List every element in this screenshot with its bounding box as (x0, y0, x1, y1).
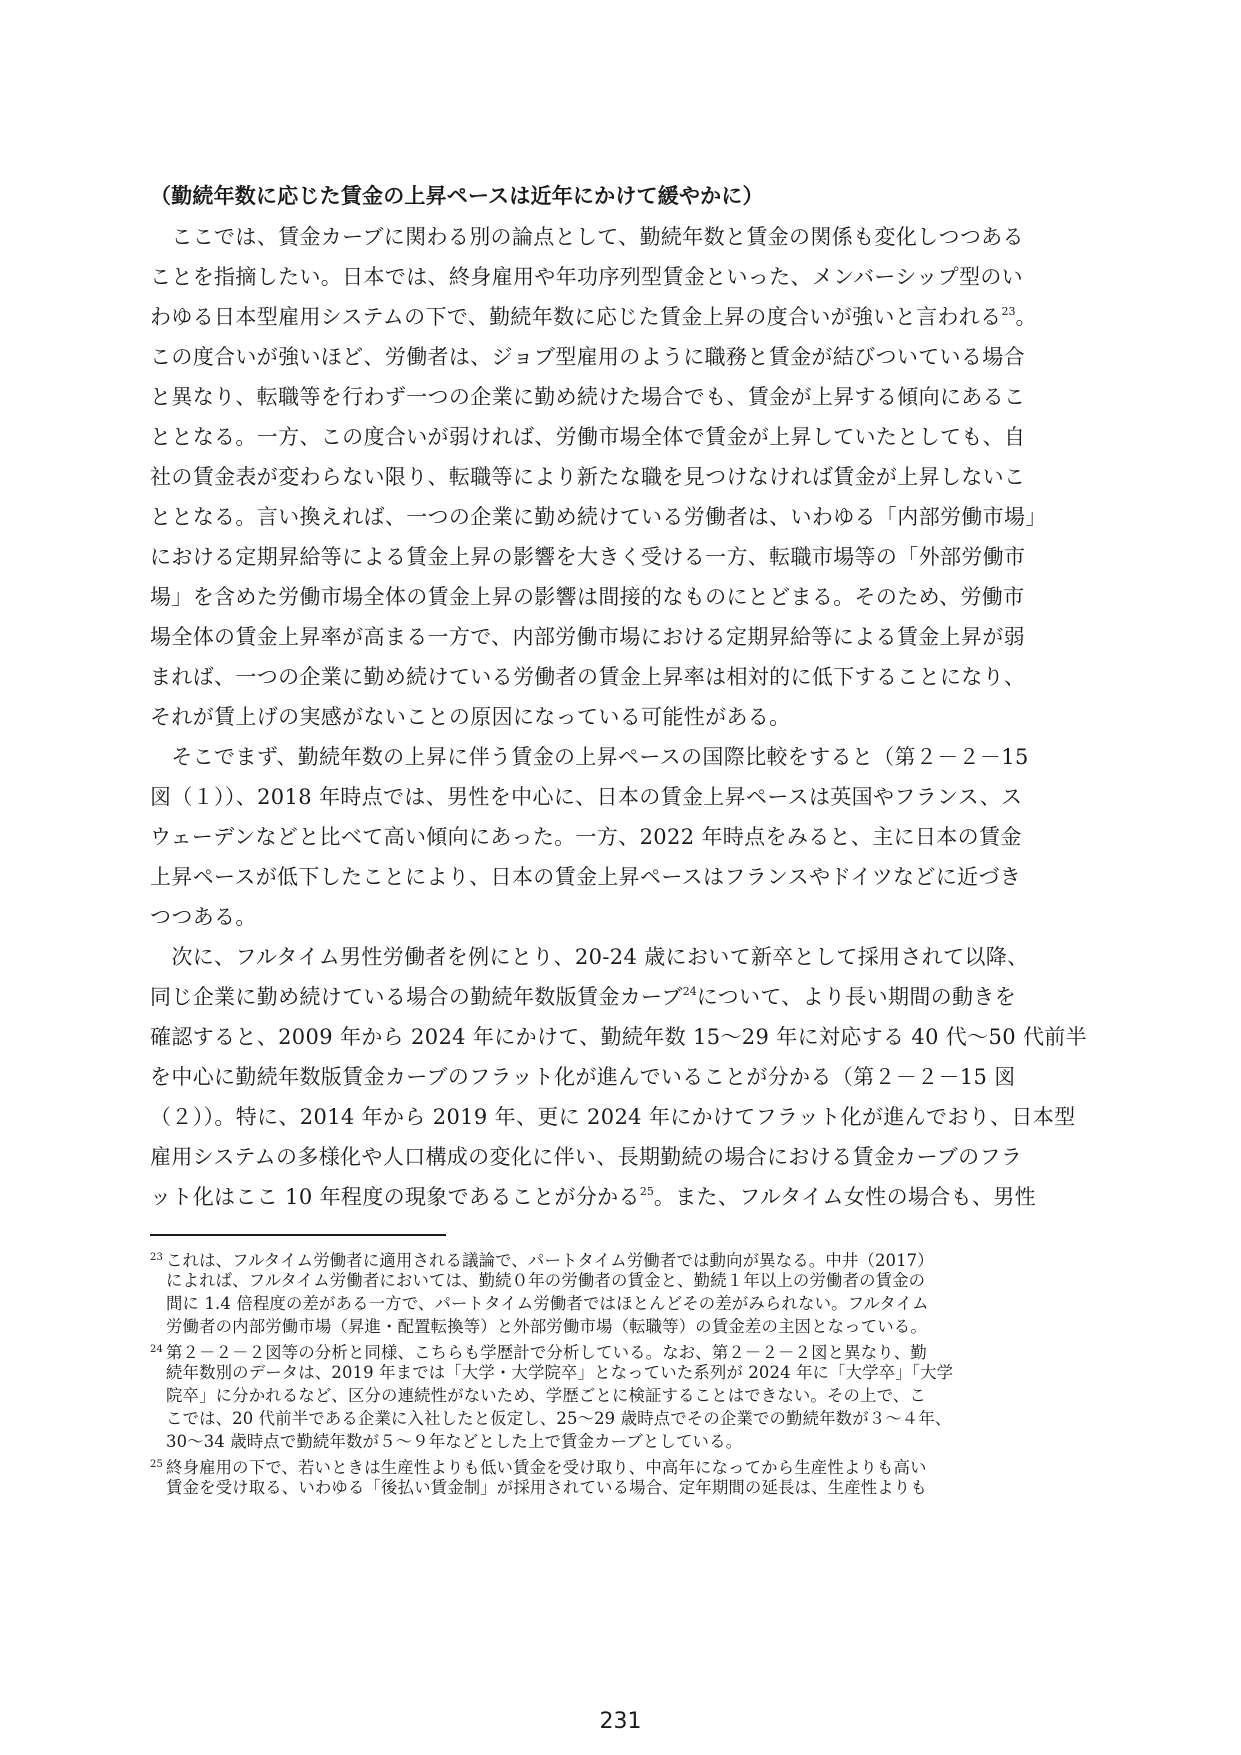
footnote-ref-24[interactable]: 24 (682, 985, 697, 998)
footnote-text: 続年数別のデータは、2019 年までは「大学・大学院卒」となっていた系列が 2024 年に「大学卒」「大学 (166, 1363, 954, 1382)
footnote-ref-25[interactable]: 25 (639, 1185, 654, 1198)
body-text-line: ウェーデンなどと比べて高い傾向にあった。一方、2022 年時点をみると、主に日本の賃金 (150, 825, 1022, 849)
body-text-line: ととなる。言い換えれば、一つの企業に勤め続けている労働者は、いわゆる「内部労働市場」 (150, 505, 1047, 529)
footnote-number: 25 (150, 1459, 164, 1470)
body-text-line: ここでは、賃金カーブに関わる別の論点として、勤続年数と賃金の関係も変化しつつある (150, 225, 1024, 249)
body-text: について、より長い期間の動きを (696, 985, 1017, 1009)
footnote-line (150, 1477, 1095, 1499)
body-text-line: ことを指摘したい。日本では、終身雇用や年功序列型賃金といった、メンバーシップ型のい (150, 265, 1024, 289)
body-text-line: を中心に勤続年数版賃金カーブのフラット化が進んでいることが分かる（第２－２－15 図 (150, 1065, 1016, 1089)
body-text: ット化はここ 10 年程度の現象であることが分かる (150, 1185, 640, 1209)
body-text-line: ととなる。一方、この度合いが弱ければ、労働市場全体で賃金が上昇していたとしても、自 (150, 425, 1026, 449)
body-text: 。 (1015, 305, 1037, 329)
body-text-line: 確認すると、2009 年から 2024 年にかけて、勤続年数 15～29 年に対応する 40 代～50 代前半 (150, 1025, 1088, 1049)
body-text-line: 雇用システムの多様化や人口構成の変化に伴い、長期勤続の場合における賃金カーブのフラ (150, 1145, 1023, 1169)
footnote-text: 30～34 歳時点で勤続年数が５～９年などとした上で賃金カーブとしている。 (166, 1432, 743, 1451)
footnote-line (150, 1247, 1095, 1272)
footnote-text: 終身雇用の下で、若いときは生産性よりも低い賃金を受け取り、中高年になってから生産性よりも高い (166, 1458, 927, 1477)
footnote-number: 23 (150, 1252, 164, 1263)
body-text-line: と異なり、転職等を行わず一つの企業に勤め続けた場合でも、賃金が上昇する傾向にあるこ (150, 385, 1026, 409)
body-text: わゆる日本型雇用システムの下で、勤続年数に応じた賃金上昇の度合いが強いと言われる (150, 305, 1002, 329)
footnote-text: 労働者の内部労働市場（昇進・配置転換等）と外部労働市場（転職等）の賃金差の主因となっている。 (166, 1317, 927, 1336)
footnote-ref-23[interactable]: 23 (1001, 305, 1016, 318)
body-text-line: この度合いが強いほど、労働者は、ジョブ型雇用のように職務と賃金が結びついている場合 (150, 345, 1025, 369)
footnote-line (150, 1362, 1095, 1384)
body-text-line: （２））。特に、2014 年から 2019 年、更に 2024 年にかけてフラット化が進んでおり、日本型 (150, 1105, 1076, 1129)
body-text: 同じ企業に勤め続けている場合の勤続年数版賃金カーブ (150, 985, 683, 1009)
body-text-line (150, 982, 1090, 1012)
footnote-line (150, 1408, 1095, 1430)
footnote-number: 24 (150, 1344, 164, 1355)
footnote-text: によれば、フルタイム労働者においては、勤続０年の労働者の賃金と、勤続１年以上の労働者の賃金の (166, 1271, 926, 1290)
page-number: 231 (599, 1709, 642, 1734)
footnote-separator (150, 1234, 446, 1236)
body-text-line: 次に、フルタイム男性労働者を例にとり、20-24 歳において新卒として採用されて以降、 (150, 945, 1029, 969)
body-text-line: 場」を含めた労働市場全体の賃金上昇の影響は間接的なものにとどまる。そのため、労働市 (150, 585, 1025, 609)
body-text-line: まれば、一つの企業に勤め続けている労働者の賃金上昇率は相対的に低下することになり、 (150, 665, 1026, 689)
footnote-text: こでは、20 代前半である企業に入社したと仮定し、25～29 歳時点でその企業での勤続年数が３～４年、 (166, 1409, 952, 1428)
footnote-line (150, 1316, 1095, 1338)
body-text-line: つつある。 (150, 905, 257, 929)
section-heading: （勤続年数に応じた賃金の上昇ペースは近年にかけて緩やかに） (150, 184, 764, 208)
body-text-line: それが賃上げの実感がないことの原因になっている可能性がある。 (150, 705, 791, 729)
footnote-line (150, 1385, 1095, 1407)
footnote-line (150, 1431, 1095, 1453)
body-text-line: 図（１））、2018 年時点では、男性を中心に、日本の賃金上昇ペースは英国やフランス、ス (150, 785, 1023, 809)
footnote-line (150, 1293, 1095, 1315)
body-text-line: 上昇ペースが低下したことにより、日本の賃金上昇ペースはフランスやドイツなどに近づき (150, 865, 1022, 889)
body-text-line: 場全体の賃金上昇率が高まる一方で、内部労働市場における定期昇給等による賃金上昇が弱 (150, 625, 1025, 649)
footnote-text: 賃金を受け取る、いわゆる「後払い賃金制」が採用されている場合、定年期間の延長は、生産性よりも (166, 1478, 927, 1497)
footnote-text: これは、フルタイム労働者に適用される議論で、パートタイム労働者では動向が異なる。中井（2017） (166, 1251, 934, 1270)
footnote-line (150, 1454, 1095, 1479)
body-text-line: そこでまず、勤続年数の上昇に伴う賃金の上昇ペースの国際比較をすると（第２－２－15 (150, 745, 1029, 769)
body-text: 。また、フルタイム女性の場合も、男性 (653, 1185, 1037, 1209)
body-text-line: 社の賃金表が変わらない限り、転職等により新たな職を見つけなければ賃金が上昇しないこ (150, 465, 1026, 489)
footnote-line (150, 1339, 1095, 1364)
footnote-line (150, 1270, 1095, 1292)
body-text-line (150, 302, 1090, 332)
body-text-line (150, 1182, 1090, 1212)
footnote-text: 第２－２－２図等の分析と同様、こちらも学歴計で分析している。なお、第２－２－２図と異なり、勤 (166, 1343, 927, 1362)
footnote-text: 間に 1.4 倍程度の差がある一方で、パートタイム労働者ではほとんどその差がみられない。フルタイム (166, 1294, 929, 1313)
footnote-text: 院卒」に分かれるなど、区分の連続性がないため、学歴ごとに検証することはできない。その上で、こ (166, 1386, 926, 1405)
body-text-line: における定期昇給等による賃金上昇の影響を大きく受ける一方、転職市場等の「外部労働市 (150, 545, 1026, 569)
